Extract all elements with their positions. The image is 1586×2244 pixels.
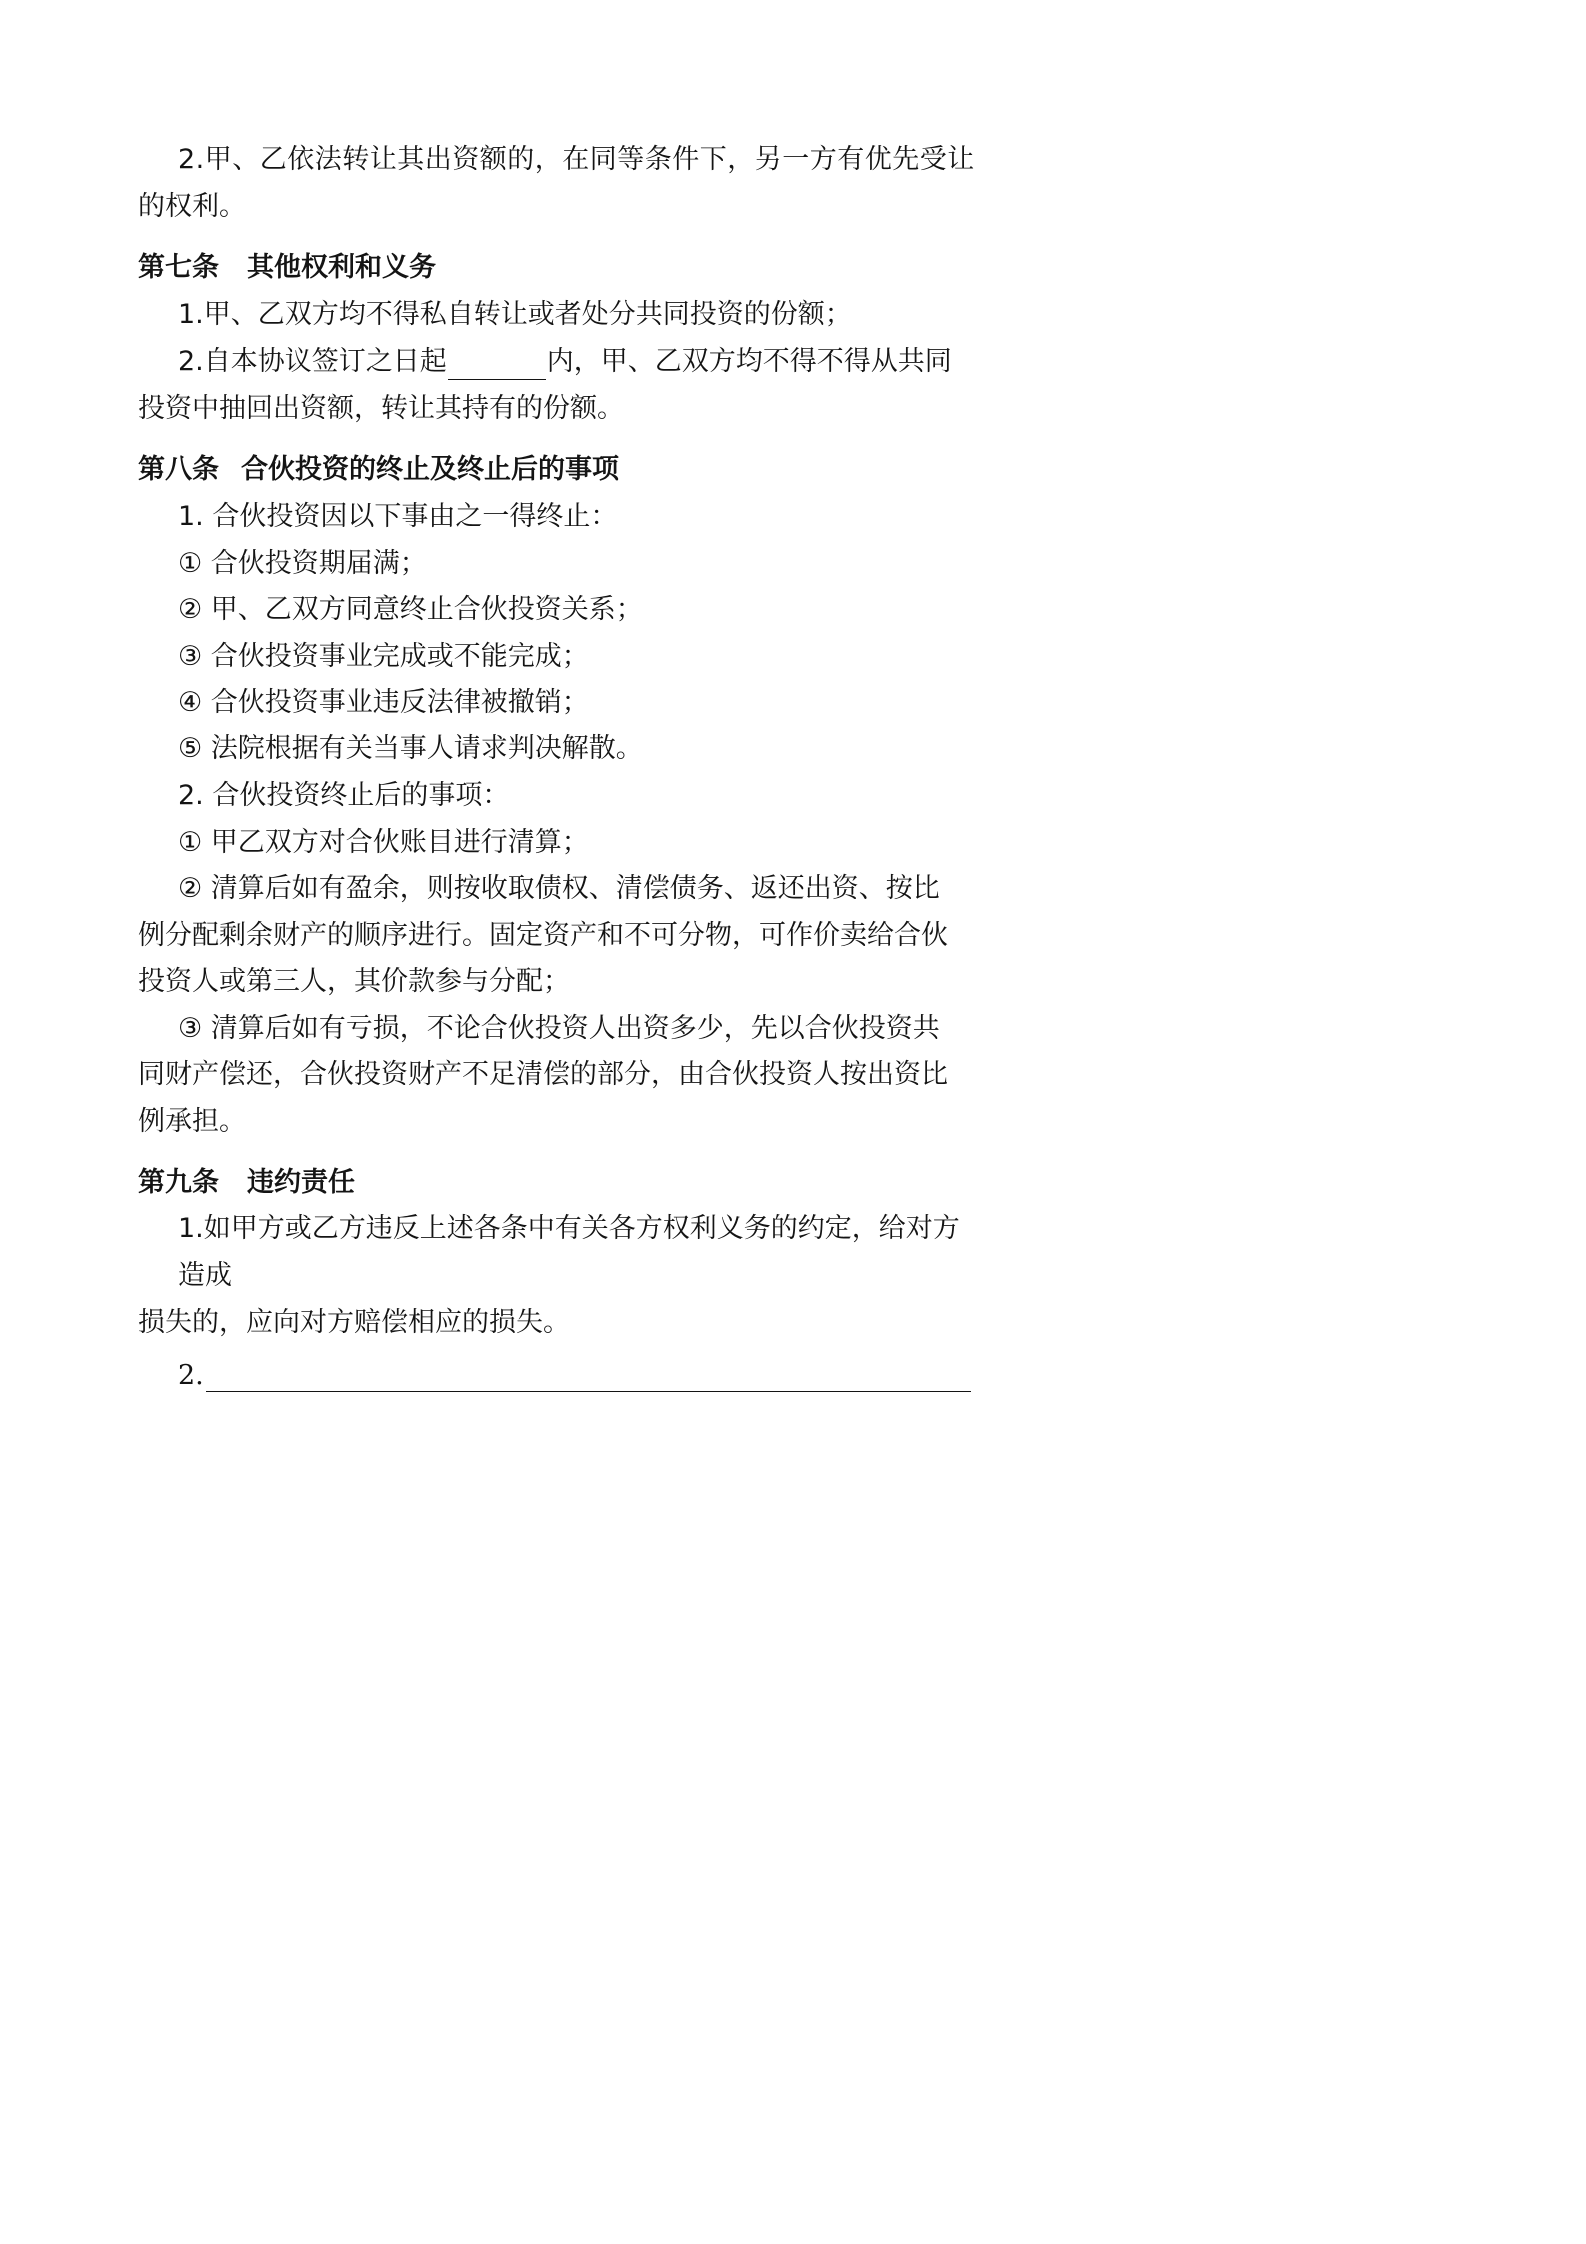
art8-heading-number: 第八条 bbox=[138, 454, 219, 485]
art9-paragraph-1-line-2: 造成 bbox=[178, 1260, 232, 1291]
post-termination-item-3-line-3: 例承担。 bbox=[138, 1106, 246, 1137]
termination-reason-item: ④ 合伙投资事业违反法律被撤销； bbox=[178, 687, 589, 718]
art8-heading bbox=[138, 452, 619, 488]
art7-heading-title: 其他权利和义务 bbox=[247, 252, 436, 283]
art8-paragraph-1: 1. 合伙投资因以下事由之一得终止： bbox=[178, 501, 618, 532]
art7-paragraph-2-line-1 bbox=[178, 344, 952, 380]
duration-blank-line bbox=[448, 349, 546, 380]
art9-paragraph-1-line-1: 1.如甲方或乙方违反上述各条中有关各方权利义务的约定，给对方 bbox=[178, 1213, 960, 1244]
art7-paragraph-2-line-2: 投资中抽回出资额，转让其持有的份额。 bbox=[138, 393, 624, 424]
art7-p2-text-after-blank: 内，甲、乙双方均不得不得从共同 bbox=[546, 346, 952, 377]
termination-reason-item: ⑤ 法院根据有关当事人请求判决解散。 bbox=[178, 733, 643, 764]
post-termination-item-1: ① 甲乙双方对合伙账目进行清算； bbox=[178, 827, 589, 858]
art7-p2-text-before-blank: 2.自本协议签订之日起 bbox=[178, 346, 447, 377]
art9-paragraph-2-blank-line bbox=[206, 1391, 971, 1392]
post-termination-item-3-line-1: ③ 清算后如有亏损，不论合伙投资人出资多少，先以合伙投资共 bbox=[178, 1013, 940, 1044]
termination-reason-item: ① 合伙投资期届满； bbox=[178, 548, 427, 579]
art8-heading-title: 合伙投资的终止及终止后的事项 bbox=[241, 454, 619, 485]
post-termination-item-2-line-1: ② 清算后如有盈余，则按收取债权、清偿债务、返还出资、按比 bbox=[178, 873, 940, 904]
post-termination-item-2-line-2: 例分配剩余财产的顺序进行。固定资产和不可分物，可作价卖给合伙 bbox=[138, 920, 948, 951]
art9-heading-title: 违约责任 bbox=[247, 1167, 355, 1198]
art7-paragraph-1: 1.甲、乙双方均不得私自转让或者处分共同投资的份额； bbox=[178, 299, 852, 330]
post-termination-item-2-line-3: 投资人或第三人，其价款参与分配； bbox=[138, 966, 570, 997]
document-page bbox=[0, 0, 1104, 1562]
art7-heading-number: 第七条 bbox=[138, 252, 219, 283]
termination-reason-item: ② 甲、乙双方同意终止合伙投资关系； bbox=[178, 594, 643, 625]
art9-heading-number: 第九条 bbox=[138, 1167, 219, 1198]
art7-heading bbox=[138, 250, 436, 286]
termination-reason-item: ③ 合伙投资事业完成或不能完成； bbox=[178, 641, 589, 672]
art9-heading bbox=[138, 1165, 355, 1201]
art6-paragraph-2-line-2: 的权利。 bbox=[138, 191, 246, 222]
art8-paragraph-2: 2. 合伙投资终止后的事项： bbox=[178, 780, 510, 811]
art9-paragraph-1-line-3: 损失的，应向对方赔偿相应的损失。 bbox=[138, 1307, 570, 1338]
art6-paragraph-2-line-1: 2.甲、乙依法转让其出资额的，在同等条件下，另一方有优先受让 bbox=[178, 144, 975, 175]
post-termination-item-3-line-2: 同财产偿还，合伙投资财产不足清偿的部分，由合伙投资人按出资比 bbox=[138, 1059, 948, 1090]
art9-paragraph-2-prefix: 2. bbox=[178, 1360, 204, 1391]
